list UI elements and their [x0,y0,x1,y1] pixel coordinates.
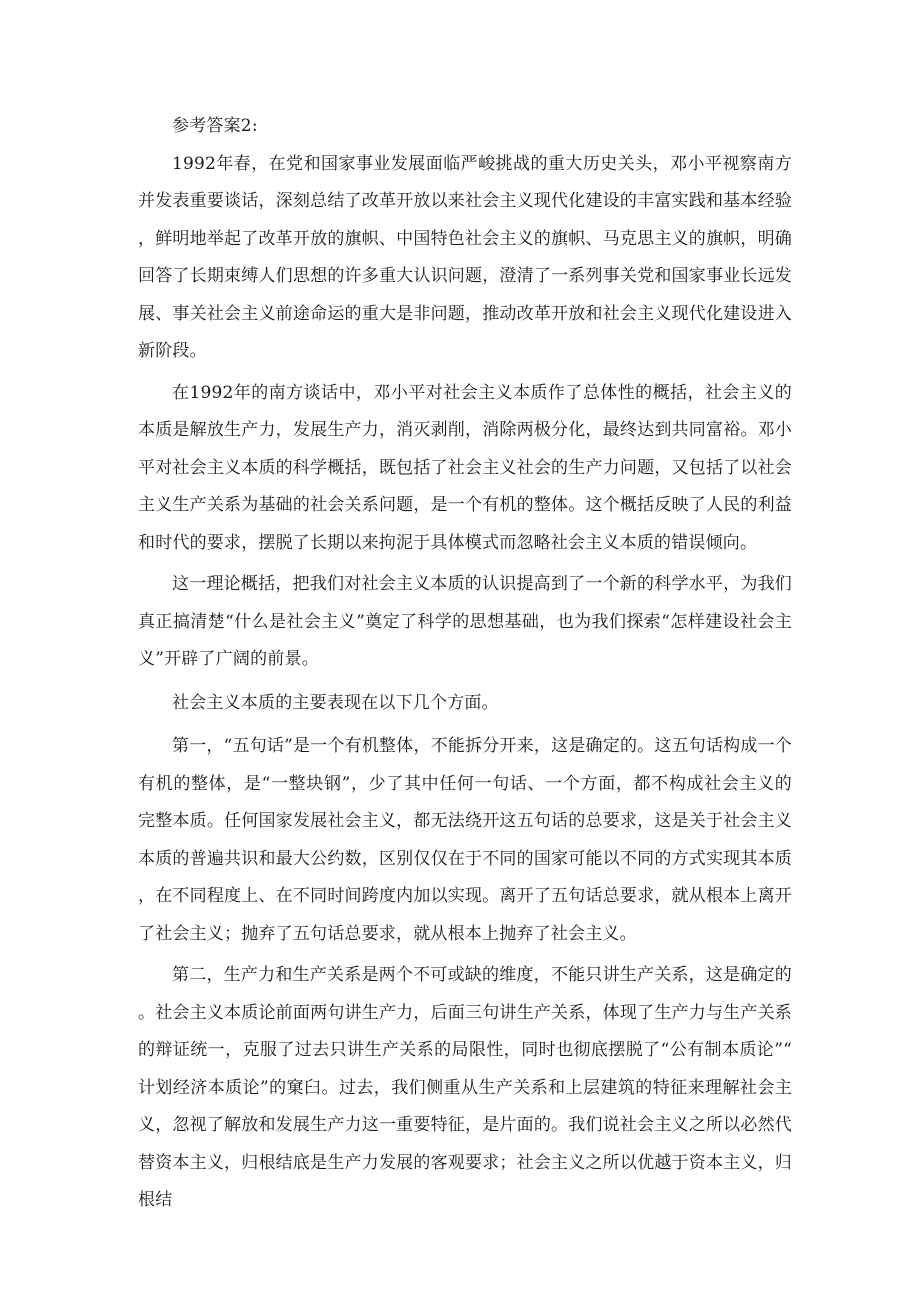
answer-heading: 参考答案2: [172,116,258,136]
paragraph-point-two: 第二，生产力和生产关系是两个不可或缺的维度，不能只讲生产关系，这是确定的。社会主义本质论前面两句讲生产力，后面三句讲生产关系，体现了生产力与生产关系的辩证统一，克服了过去只讲生产关系的局限性，同时也彻底摆脱了“公有制本质论”“计划经济本质论”的窠臼。过去，我们侧重从生产关系和上层建筑的特征来理解社会主义，忽视了解放和发展生产力这一重要特征，是片面的。我们说社会主义之所以必然代替资本主义，归根结底是生产力发展的客观要求；社会主义之所以优越于资本主义，归根结 [138,965,792,1210]
paragraph-theoretical-summary: 这一理论概括，把我们对社会主义本质的认识提高到了一个新的科学水平，为我们真正搞清楚“什么是社会主义”奠定了科学的思想基础，也为我们探索“怎样建设社会主义”开辟了广阔的前景。 [138,574,792,669]
paragraph-socialism-essence: 在1992年的南方谈话中，邓小平对社会主义本质作了总体性的概括，社会主义的本质是解放生产力，发展生产力，消灭剥削，消除两极分化，最终达到共同富裕。邓小平对社会主义本质的科学概括，既包括了社会主义社会的生产力问题，又包括了以社会主义生产关系为基础的社会关系问题，是一个有机的整体。这个概括反映了人民的利益和时代的要求，摆脱了长期以来拘泥于具体模式而忽略社会主义本质的错误倾向。 [138,382,792,553]
paragraph-southern-talk: 1992年春，在党和国家事业发展面临严峻挑战的重大历史关头，邓小平视察南方并发表重要谈话，深刻总结了改革开放以来社会主义现代化建设的丰富实践和基本经验，鲜明地举起了改革开放的旗帜、中国特色社会主义的旗帜、马克思主义的旗帜，明确回答了长期束缚人们思想的许多重大认识问题，澄清了一系列事关党和国家事业长远发展、事关社会主义前途命运的重大是非问题，推动改革开放和社会主义现代化建设进入新阶段。 [138,153,792,361]
document-page [138,108,792,1220]
paragraph-point-one: 第一，“五句话”是一个有机整体，不能拆分开来，这是确定的。这五句话构成一个有机的整体，是“一整块钢”，少了其中任何一句话、一个方面，都不构成社会主义的完整本质。任何国家发展社会主义，都无法绕开这五句话的总要求，这是关于社会主义本质的普遍共识和最大公约数，区别仅仅在于不同的国家可能以不同的方式实现其本质，在不同程度上、在不同时间跨度内加以实现。离开了五句话总要求，就从根本上离开了社会主义；抛弃了五句话总要求，就从根本上抛弃了社会主义。 [138,736,792,944]
paragraph-main-aspects: 社会主义本质的主要表现在以下几个方面。 [172,692,499,713]
